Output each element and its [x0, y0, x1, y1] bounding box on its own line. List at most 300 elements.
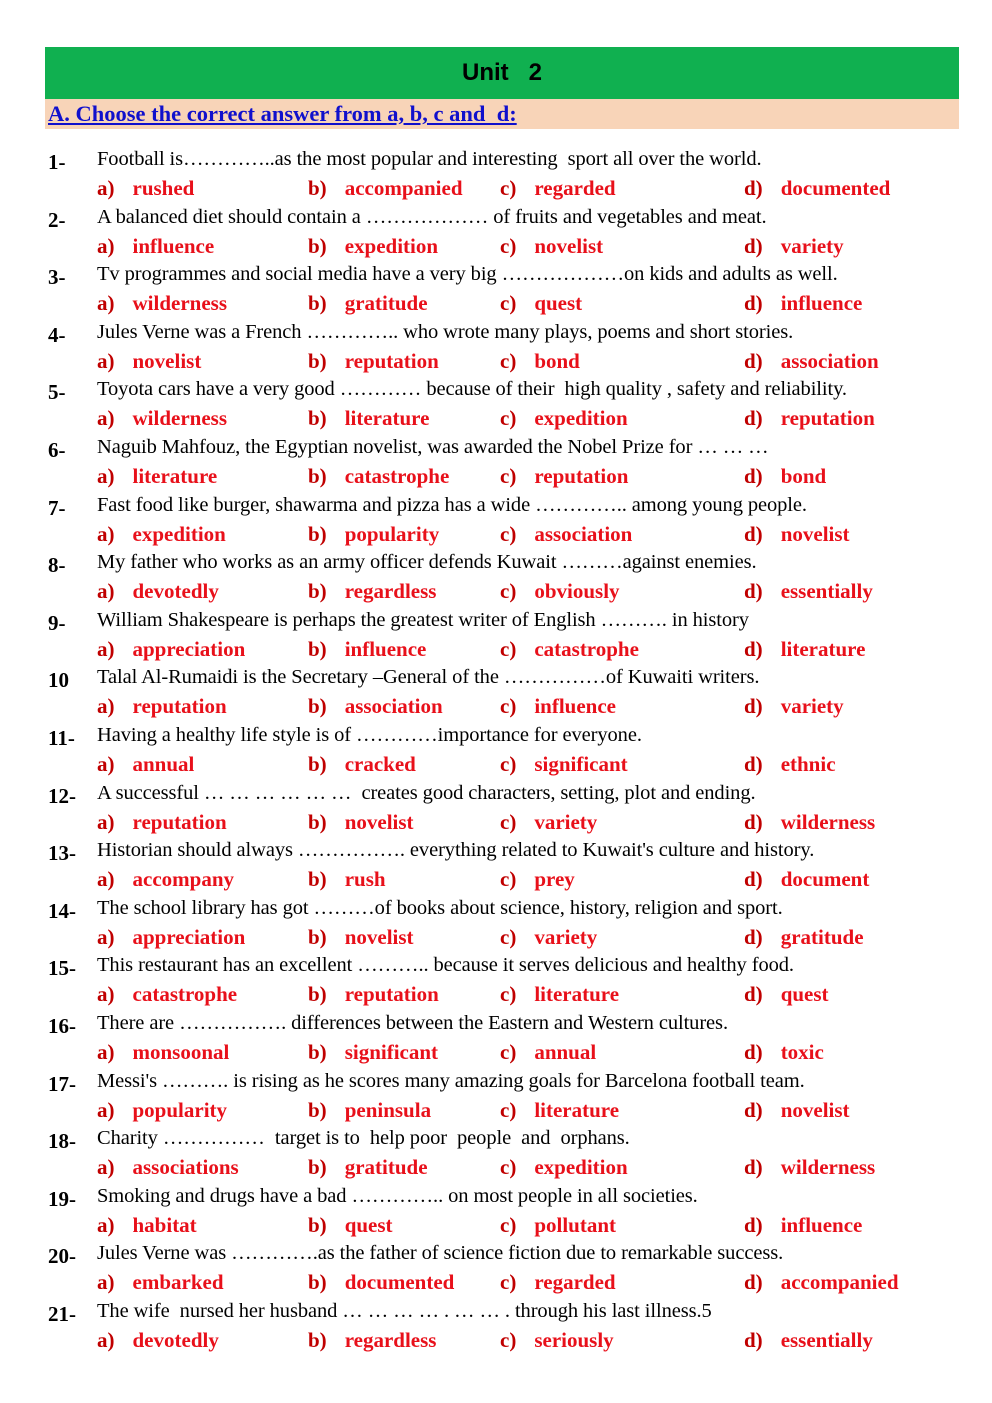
option-letter: c) — [500, 233, 517, 258]
answer-option[interactable] — [500, 579, 620, 604]
option-word: quest — [534, 291, 583, 316]
option-word: regarded — [534, 1270, 616, 1295]
answer-option[interactable] — [97, 349, 201, 374]
question-item — [0, 664, 992, 722]
option-word: association — [344, 694, 443, 719]
option-word: documented — [344, 1270, 455, 1295]
answer-option[interactable] — [744, 291, 862, 316]
option-word: expedition — [344, 233, 439, 258]
answer-option[interactable] — [500, 1213, 616, 1238]
answer-option[interactable] — [744, 1270, 899, 1295]
question-stem — [0, 1183, 992, 1213]
answer-option[interactable] — [308, 752, 416, 777]
option-word: quest — [344, 1212, 393, 1237]
answer-option[interactable] — [308, 810, 414, 835]
option-letter: b) — [308, 1097, 327, 1122]
answer-options — [0, 349, 992, 377]
question-number: 19- — [48, 1186, 76, 1211]
answer-option[interactable] — [500, 291, 582, 316]
option-letter: a) — [97, 636, 115, 661]
question-stem — [0, 1068, 992, 1098]
question-stem — [0, 261, 992, 291]
option-word: reputation — [534, 463, 629, 488]
answer-option[interactable] — [744, 637, 865, 662]
answer-option[interactable] — [97, 752, 194, 777]
question-stem — [0, 952, 992, 982]
option-word: popularity — [344, 521, 440, 546]
answer-option[interactable] — [308, 1270, 454, 1295]
option-word: reputation — [344, 982, 439, 1007]
answer-option[interactable] — [500, 464, 628, 489]
option-word: novelist — [780, 521, 850, 546]
option-letter: b) — [308, 348, 327, 373]
option-letter: d) — [744, 1155, 763, 1180]
option-word: influence — [534, 694, 616, 719]
option-letter: c) — [500, 1097, 517, 1122]
option-letter: a) — [97, 1039, 115, 1064]
answer-option[interactable] — [744, 1213, 862, 1238]
answer-option[interactable] — [500, 1098, 619, 1123]
answer-option[interactable] — [500, 522, 632, 547]
option-letter: d) — [744, 867, 763, 892]
answer-option[interactable] — [97, 1328, 219, 1353]
option-letter: d) — [744, 291, 763, 316]
question-text: Fast food like burger, shawarma and pizza has a wide ………….. among young people. — [97, 493, 807, 516]
answer-options — [0, 579, 992, 607]
option-letter: b) — [308, 1155, 327, 1180]
section-heading-bar — [45, 99, 959, 129]
answer-option[interactable] — [308, 291, 428, 316]
question-number: 11- — [48, 725, 75, 750]
question-stem — [0, 549, 992, 579]
option-letter: a) — [97, 463, 115, 488]
answer-option[interactable] — [500, 234, 603, 259]
question-stem — [0, 1010, 992, 1040]
unit-title: Unit 2 — [461, 59, 542, 86]
option-word: annual — [534, 1039, 597, 1064]
question-number: 5- — [48, 380, 66, 405]
option-letter: b) — [308, 176, 327, 200]
option-word: reputation — [344, 348, 439, 373]
answer-option[interactable] — [744, 1098, 850, 1123]
option-word: devotedly — [132, 1327, 219, 1352]
answer-option[interactable] — [744, 925, 864, 950]
question-item — [0, 376, 992, 434]
option-letter: c) — [500, 1212, 517, 1237]
option-letter: c) — [500, 176, 517, 200]
answer-option[interactable] — [97, 1213, 197, 1238]
question-item — [0, 146, 992, 204]
option-letter: c) — [500, 291, 517, 316]
option-word: essentially — [780, 579, 873, 604]
question-number: 14- — [48, 898, 76, 923]
question-number: 10 — [48, 668, 69, 693]
answer-option[interactable] — [308, 1098, 431, 1123]
answer-options — [0, 752, 992, 780]
answer-option[interactable] — [97, 637, 245, 662]
question-number: 1- — [48, 150, 66, 174]
option-word: rushed — [132, 176, 195, 200]
option-word: novelist — [534, 233, 604, 258]
answer-option[interactable] — [308, 234, 438, 259]
option-word: association — [780, 348, 879, 373]
answer-option[interactable] — [744, 810, 875, 835]
answer-option[interactable] — [744, 1040, 824, 1065]
question-stem — [0, 780, 992, 810]
option-word: appreciation — [132, 924, 246, 949]
option-letter: a) — [97, 924, 115, 949]
question-text: Tv programmes and social media have a very big ………………on kids and adults as well. — [97, 263, 838, 286]
question-text: Charity …………… target is to help poor people and orphans. — [97, 1127, 630, 1150]
question-item — [0, 952, 992, 1010]
option-letter: b) — [308, 1212, 327, 1237]
question-number: 6- — [48, 437, 66, 462]
answer-option[interactable] — [97, 234, 214, 259]
question-number: 9- — [48, 610, 66, 635]
answer-option[interactable] — [308, 694, 443, 719]
option-word: expedition — [534, 406, 628, 431]
question-item — [0, 1125, 992, 1183]
question-number: 8- — [48, 553, 66, 578]
answer-option[interactable] — [744, 522, 850, 547]
option-word: expedition — [534, 1155, 628, 1180]
answer-option[interactable] — [308, 349, 439, 374]
option-word: regardless — [344, 579, 437, 604]
option-word: quest — [780, 982, 829, 1007]
option-word: significant — [344, 1039, 439, 1064]
option-letter: a) — [97, 867, 115, 892]
answer-option[interactable] — [744, 406, 875, 431]
question-number: 17- — [48, 1071, 76, 1096]
option-letter: d) — [744, 1097, 763, 1122]
question-text: Jules Verne was ………….as the father of science fiction due to remarkable success. — [97, 1242, 784, 1265]
question-text: The school library has got ………of books about science, history, religion and sport. — [97, 896, 783, 919]
option-letter: b) — [308, 867, 327, 892]
answer-option[interactable] — [500, 637, 639, 662]
option-letter: a) — [97, 1270, 115, 1295]
option-letter: b) — [308, 924, 327, 949]
option-word: association — [534, 521, 633, 546]
answer-option[interactable] — [744, 464, 826, 489]
answer-options — [0, 1213, 992, 1241]
option-word: reputation — [132, 694, 227, 719]
option-word: literature — [534, 1097, 620, 1122]
answer-option[interactable] — [744, 176, 890, 201]
question-number: 21- — [48, 1301, 76, 1326]
option-letter: a) — [97, 1097, 115, 1122]
answer-option[interactable] — [308, 637, 426, 662]
answer-option[interactable] — [744, 1155, 875, 1180]
answer-option[interactable] — [97, 1040, 229, 1065]
option-word: literature — [780, 636, 866, 661]
answer-option[interactable] — [500, 1040, 596, 1065]
option-word: wilderness — [132, 406, 227, 431]
question-stem — [0, 722, 992, 752]
question-stem — [0, 837, 992, 867]
answer-option[interactable] — [97, 982, 237, 1007]
question-stem — [0, 1298, 992, 1328]
option-word: gratitude — [780, 924, 864, 949]
option-letter: a) — [97, 1155, 115, 1180]
answer-option[interactable] — [500, 176, 616, 201]
answer-option[interactable] — [97, 1155, 239, 1180]
answer-option[interactable] — [500, 406, 628, 431]
option-word: novelist — [132, 348, 202, 373]
answer-option[interactable] — [97, 694, 227, 719]
answer-option[interactable] — [308, 579, 436, 604]
option-word: gratitude — [344, 291, 428, 316]
answer-option[interactable] — [308, 406, 429, 431]
option-word: annual — [132, 751, 195, 776]
answer-option[interactable] — [744, 1328, 873, 1353]
option-letter: c) — [500, 809, 517, 834]
answer-options — [0, 1328, 992, 1356]
question-text: Messi's ………. is rising as he scores many amazing goals for Barcelona football team. — [97, 1069, 805, 1092]
question-item — [0, 780, 992, 838]
question-text: William Shakespeare is perhaps the greatest writer of English ………. in history — [97, 608, 749, 631]
option-letter: c) — [500, 521, 517, 546]
option-word: catastrophe — [344, 463, 450, 488]
answer-option[interactable] — [308, 925, 414, 950]
question-item — [0, 722, 992, 780]
option-letter: b) — [308, 982, 327, 1007]
question-item — [0, 1240, 992, 1298]
question-number: 18- — [48, 1129, 76, 1154]
answer-option[interactable] — [744, 982, 829, 1007]
option-letter: c) — [500, 348, 517, 373]
question-stem — [0, 1125, 992, 1155]
answer-option[interactable] — [308, 522, 439, 547]
question-number: 15- — [48, 956, 76, 981]
option-letter: d) — [744, 579, 763, 604]
question-text: My father who works as an army officer defends Kuwait ………against enemies. — [97, 551, 757, 574]
option-word: popularity — [132, 1097, 228, 1122]
answer-options — [0, 1098, 992, 1126]
question-text: Naguib Mahfouz, the Egyptian novelist, was awarded the Nobel Prize for … … … — [97, 435, 769, 458]
option-word: document — [780, 867, 870, 892]
question-item — [0, 549, 992, 607]
option-word: reputation — [780, 406, 875, 431]
answer-option[interactable] — [97, 925, 245, 950]
question-stem — [0, 319, 992, 349]
option-letter: a) — [97, 1327, 115, 1352]
answer-option[interactable] — [308, 464, 449, 489]
option-word: toxic — [780, 1039, 824, 1064]
question-stem — [0, 434, 992, 464]
answer-option[interactable] — [97, 176, 194, 201]
question-text: Smoking and drugs have a bad ………….. on most people in all societies. — [97, 1184, 698, 1207]
option-letter: a) — [97, 751, 115, 776]
option-letter: a) — [97, 348, 115, 373]
option-word: influence — [344, 636, 427, 661]
answer-option[interactable] — [500, 867, 575, 892]
question-text: This restaurant has an excellent ……….. because it serves delicious and healthy food. — [97, 954, 794, 977]
answer-option[interactable] — [744, 694, 844, 719]
answer-option[interactable] — [308, 1213, 393, 1238]
question-number: 4- — [48, 322, 66, 347]
option-letter: a) — [97, 233, 115, 258]
option-word: variety — [534, 809, 598, 834]
option-letter: a) — [97, 579, 115, 604]
question-text: Football is…………..as the most popular and interesting sport all over the world. — [97, 148, 762, 170]
answer-option[interactable] — [97, 1270, 224, 1295]
option-word: devotedly — [132, 579, 219, 604]
question-number: 2- — [48, 207, 66, 232]
question-text: Having a healthy life style is of …………importance for everyone. — [97, 723, 642, 746]
answer-option[interactable] — [97, 406, 227, 431]
question-item — [0, 204, 992, 262]
option-word: reputation — [132, 809, 227, 834]
answer-options — [0, 522, 992, 550]
option-word: essentially — [780, 1327, 873, 1352]
question-text: Historian should always ……………. everything related to Kuwait's culture and history. — [97, 839, 815, 862]
answer-option[interactable] — [97, 291, 227, 316]
option-letter: b) — [308, 463, 327, 488]
answer-option[interactable] — [500, 1328, 614, 1353]
answer-options — [0, 867, 992, 895]
answer-option[interactable] — [97, 810, 227, 835]
option-word: catastrophe — [132, 982, 238, 1007]
option-letter: a) — [97, 1212, 115, 1237]
option-letter: b) — [308, 521, 327, 546]
question-text: Jules Verne was a French ………….. who wrote many plays, poems and short stories. — [97, 320, 794, 343]
question-text: Toyota cars have a very good ………… because of their high quality , safety and reliability. — [97, 378, 847, 401]
answer-option[interactable] — [500, 694, 616, 719]
option-letter: c) — [500, 982, 517, 1007]
answer-option[interactable] — [500, 982, 619, 1007]
option-word: accompanied — [344, 176, 463, 200]
question-number: 3- — [48, 265, 66, 290]
answer-options — [0, 637, 992, 665]
option-letter: d) — [744, 636, 763, 661]
answer-option[interactable] — [308, 1155, 428, 1180]
question-item — [0, 607, 992, 665]
option-word: obviously — [534, 579, 620, 604]
answer-option[interactable] — [744, 579, 873, 604]
option-word: catastrophe — [534, 636, 639, 661]
answer-option[interactable] — [308, 176, 463, 201]
question-stem — [0, 664, 992, 694]
question-item — [0, 261, 992, 319]
option-letter: c) — [500, 924, 517, 949]
option-letter: d) — [744, 348, 763, 373]
option-letter: c) — [500, 636, 517, 661]
answer-option[interactable] — [744, 752, 836, 777]
answer-option[interactable] — [308, 982, 439, 1007]
option-word: accompanied — [780, 1270, 899, 1295]
answer-options — [0, 982, 992, 1010]
question-number: 7- — [48, 495, 66, 520]
answer-options — [0, 1040, 992, 1068]
option-word: monsoonal — [132, 1039, 230, 1064]
question-item — [0, 1298, 992, 1356]
option-letter: b) — [308, 1327, 327, 1352]
question-number: 12- — [48, 783, 76, 808]
option-letter: b) — [308, 751, 327, 776]
option-letter: b) — [308, 694, 327, 719]
option-letter: c) — [500, 579, 517, 604]
option-letter: a) — [97, 176, 115, 200]
answer-option[interactable] — [500, 1155, 628, 1180]
question-number: 16- — [48, 1013, 76, 1038]
option-letter: c) — [500, 1270, 517, 1295]
option-letter: d) — [744, 1039, 763, 1064]
question-number: 13- — [48, 841, 76, 866]
answer-option[interactable] — [97, 522, 226, 547]
answer-options — [0, 406, 992, 434]
option-letter: d) — [744, 1327, 763, 1352]
answer-option[interactable] — [500, 349, 580, 374]
option-letter: c) — [500, 463, 517, 488]
answer-option[interactable] — [308, 867, 386, 892]
answer-option[interactable] — [97, 867, 234, 892]
option-word: associations — [132, 1155, 239, 1180]
answer-options — [0, 176, 992, 204]
answer-options — [0, 464, 992, 492]
answer-option[interactable] — [500, 925, 597, 950]
question-text: A successful … … … … … … creates good characters, setting, plot and ending. — [97, 781, 756, 804]
question-item — [0, 1183, 992, 1241]
option-word: documented — [780, 176, 891, 200]
answer-option[interactable] — [744, 234, 844, 259]
option-word: cracked — [344, 751, 416, 776]
option-word: influence — [780, 291, 863, 316]
option-letter: b) — [308, 636, 327, 661]
option-letter: c) — [500, 694, 517, 719]
answer-options — [0, 291, 992, 319]
question-list — [0, 146, 992, 1355]
option-letter: d) — [744, 463, 763, 488]
answer-options — [0, 694, 992, 722]
option-letter: b) — [308, 291, 327, 316]
question-stem — [0, 607, 992, 637]
option-word: gratitude — [344, 1155, 428, 1180]
answer-option[interactable] — [500, 1270, 616, 1295]
option-word: habitat — [132, 1212, 197, 1237]
answer-option[interactable] — [97, 464, 217, 489]
answer-option[interactable] — [500, 810, 597, 835]
answer-option[interactable] — [744, 867, 869, 892]
option-word: seriously — [534, 1327, 614, 1352]
option-letter: d) — [744, 521, 763, 546]
answer-option[interactable] — [97, 579, 219, 604]
option-letter: b) — [308, 1270, 327, 1295]
option-letter: d) — [744, 694, 763, 719]
option-word: prey — [534, 867, 575, 892]
option-word: novelist — [780, 1097, 850, 1122]
question-text: The wife nursed her husband … … … … . … … . through his last illness.5 — [97, 1299, 712, 1322]
option-letter: a) — [97, 982, 115, 1007]
option-word: peninsula — [344, 1097, 432, 1122]
answer-option[interactable] — [308, 1040, 438, 1065]
question-stem — [0, 1240, 992, 1270]
answer-option[interactable] — [308, 1328, 436, 1353]
option-word: literature — [534, 982, 620, 1007]
answer-option[interactable] — [500, 752, 628, 777]
option-letter: d) — [744, 924, 763, 949]
option-word: literature — [132, 463, 218, 488]
option-letter: a) — [97, 406, 115, 431]
question-item — [0, 1010, 992, 1068]
option-letter: d) — [744, 1270, 763, 1295]
option-word: regardless — [344, 1327, 437, 1352]
option-word: significant — [534, 751, 628, 776]
answer-option[interactable] — [97, 1098, 227, 1123]
option-word: bond — [534, 348, 580, 373]
answer-option[interactable] — [744, 349, 879, 374]
option-letter: d) — [744, 751, 763, 776]
option-letter: c) — [500, 1327, 517, 1352]
